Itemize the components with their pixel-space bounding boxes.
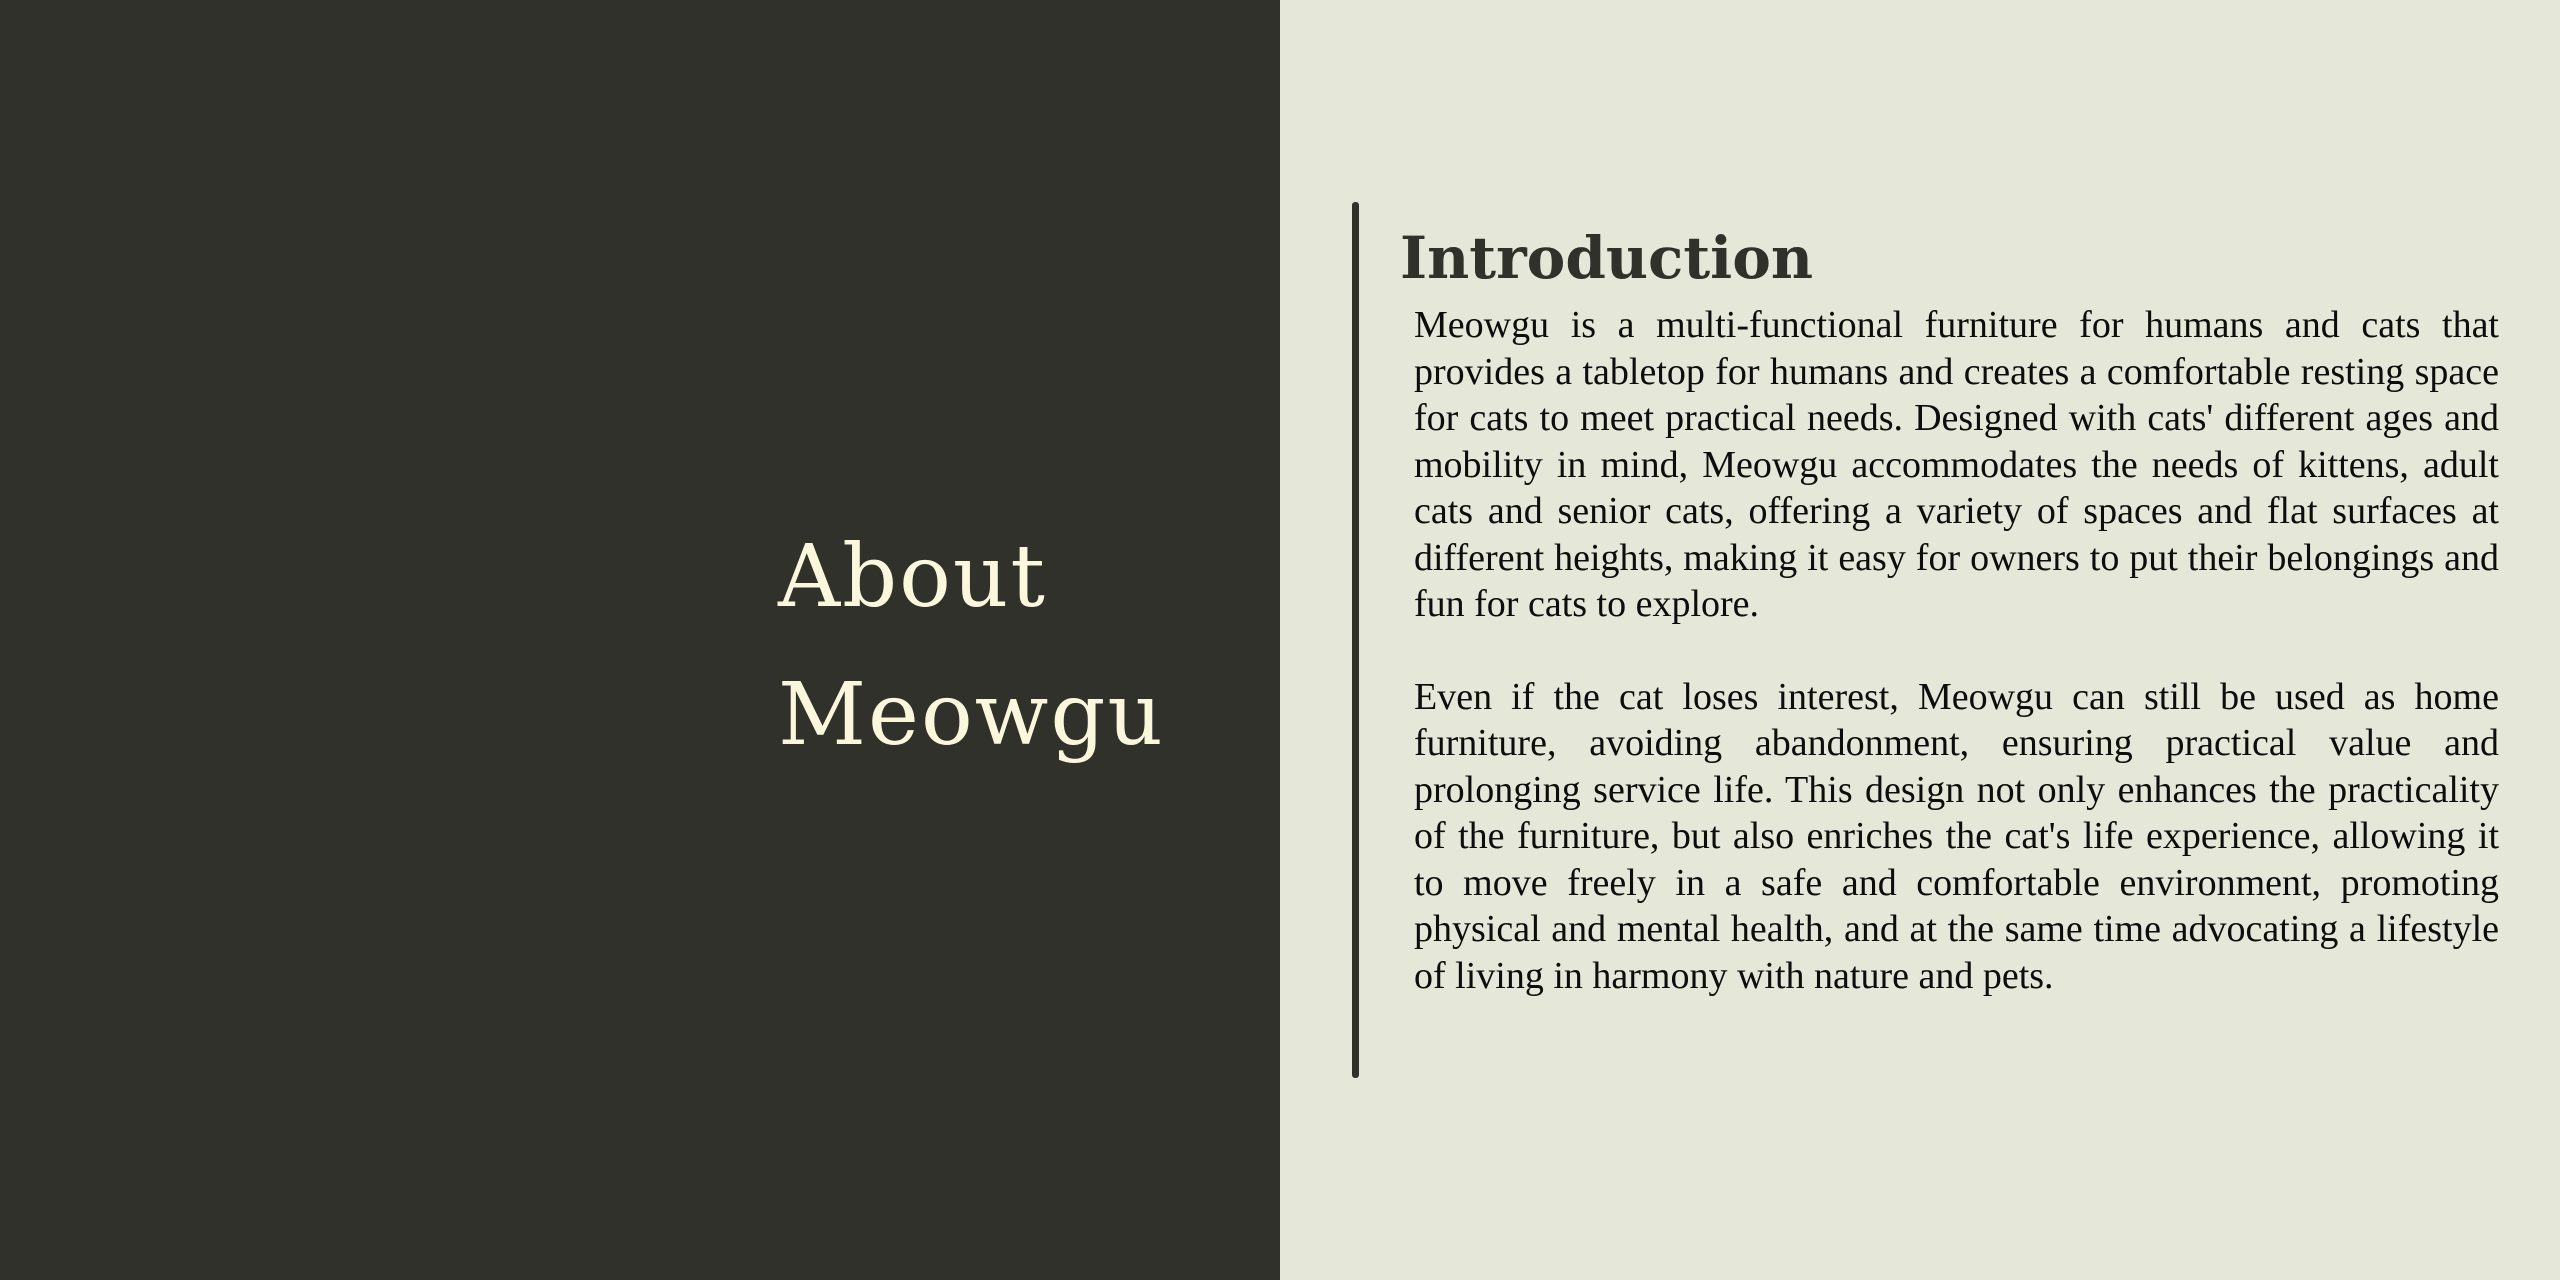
introduction-paragraph-2: Even if the cat loses interest, Meowgu can still be used as home furniture, avoiding abandonment, ensuring practical value and prolonging service life. This design not only enhances the practicality of the furniture, but also enriches the cat's life experience, allowing it to move freely in a safe and comfortable environment, promoting physical and mental health, and at the same time advocating a lifestyle of living in harmony with nature and pets. (1414, 675, 2499, 997)
section-heading-introduction: Introduction (1400, 224, 1814, 292)
cover-title-line-about: About (778, 527, 1047, 627)
introduction-paragraph-1: Meowgu is a multi-functional furniture for humans and cats that provides a tabletop for humans and creates a comfortable resting space for cats to meet practical needs. Designed with cats' different ages and mobility in mind, Meowgu accommodates the needs of kittens, adult cats and senior cats, offering a variety of spaces and flat surfaces at different heights, making it easy for owners to put their belongings and fun for cats to explore. (1414, 304, 2499, 625)
cover-title-line-meowgu: Meowgu (778, 665, 1165, 765)
introduction-body (1414, 302, 2499, 1045)
vertical-accent-bar (1352, 202, 1359, 1078)
cover-title (778, 508, 1165, 784)
